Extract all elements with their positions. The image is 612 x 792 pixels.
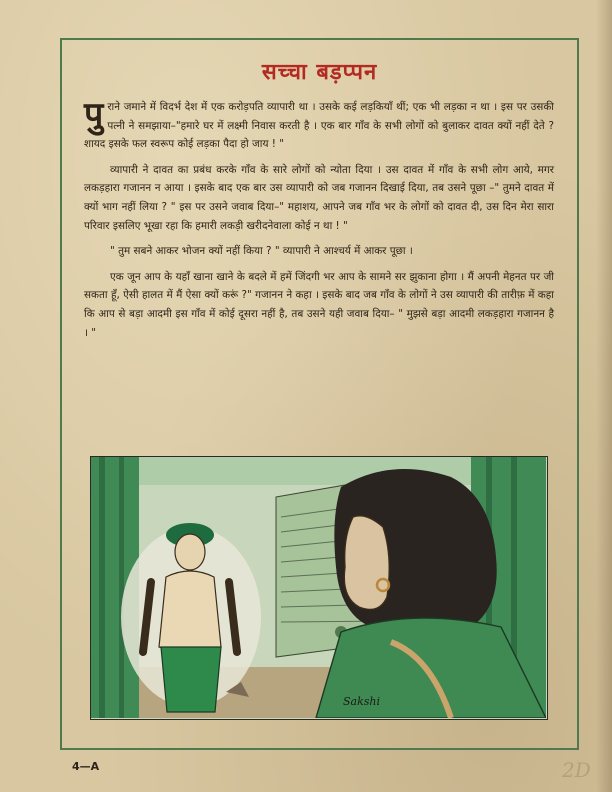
illustration-drawing [91,457,546,718]
story-paragraph-4: एक जून आप के यहाँ खाना खाने के बदले में हमें जिंदगी भर आप के सामने सर झुकाना होगा । मैं अपनी मेहनत पर जी सकता हूँ, ऐसी हालत में मैं ऐसा क्यों करूं ?" गजानन ने कहा । इसके बाद जब गाँव के लोगों ने उस व्यापारी की तारीफ़ में कहा कि आप से बड़ा आदमी इस गाँव में कोई दूसरा नहीं है, तब उसने यही जवाब दिया– " मुझसे बड़ा आदमी लकड़हारा गजानन है । " [84,270,554,339]
handwritten-page-mark: 2D [562,758,591,782]
story-paragraph-2: व्यापारी ने दावत का प्रबंध करके गाँव के सारे लोगों को न्योता दिया । उस दावत में गाँव के सभी लोग आये, मगर लकड़हारा गजानन न आया । इसके बाद एक बार उस व्यापारी को जब गजानन दिखाई दिया, तब उसने पूछा –" तुमने दावत में क्यों भाग नहीं लिया ? " इस पर उसने जवाब दिया–" महाशय, आपने जब गाँव भर के लोगों को दावत दी, उस दिन मेरा सारा परिवार इसलिए भूखा रहा कि हमारी लकड़ी खरीदनेवाला कोई न था ! " [84,163,554,232]
story-paragraph-1: पुराने जमाने में विदर्भ देश में एक करोड़पति व्यापारी था । उसके कई लड़कियाँ थीं; एक भी लड़का न था । इस पर उसकी पत्नी ने समझाया–"हमारे घर में लक्ष्मी निवास करती है । एक बार गाँव के सभी लोगों को बुलाकर दावत क्यों नहीं देते ? शायद इसके फल स्वरूप कोई लड़का पैदा हो जाय ! " [84,95,554,151]
story-body [84,95,554,349]
page-number: 4—A [72,760,100,773]
story-title: सच्चा बड़प्पन [261,60,378,85]
page-edge-shadow [596,0,612,792]
story-paragraph-3: " तुम सबने आकर भोजन क्यों नहीं किया ? " व्यापारी ने आश्चर्य में आकर पूछा । [110,245,413,258]
drop-cap: पु [84,95,104,135]
story-illustration [90,456,548,720]
artist-signature: Sakshi [343,695,381,708]
